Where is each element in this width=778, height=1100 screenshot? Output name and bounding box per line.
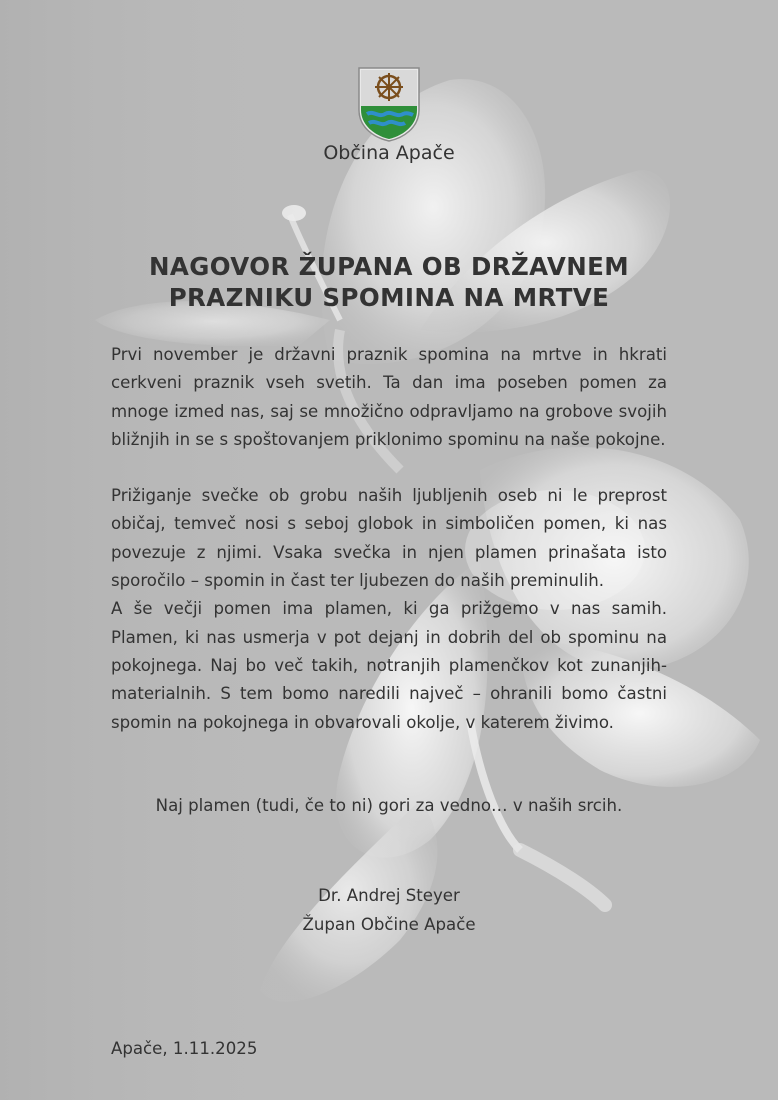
closing-line: Naj plamen (tudi, če to ni) gori za vedno… v naših srcih.: [155, 796, 623, 815]
page-title: [90, 251, 688, 313]
document-date: Apače, 1.11.2025: [111, 1039, 258, 1058]
paragraph: Prvi november je državni praznik spomina na mrtve in hkrati cerkveni praznik vseh svetih. Ta dan ima poseben pomen za mnoge izmed nas, saj se množično odpravljamo na grobove svojih bližnjih in se s spoštovanjem priklonimo spominu na naše pokojne.: [111, 345, 667, 449]
paragraph: Prižiganje svečke ob grobu naših ljubljenih oseb ni le preprost običaj, temveč nosi s seboj globok in simboličen pomen, ki nas povezuje z njimi. Vsaka svečka in njen plamen prinašata isto sporočilo – spomin in čast ter ljubezen do naših preminulih.: [111, 486, 667, 591]
signature-name: Dr. Andrej Steyer: [318, 886, 460, 905]
title-line-1: NAGOVOR ŽUPANA OB DRŽAVNEM: [148, 252, 630, 281]
signature: [0, 881, 778, 939]
paragraph: A še večji pomen ima plamen, ki ga prižgemo v nas samih. Plamen, ki nas usmerja v pot dejanj in dobrih del ob spominu na pokojnega. Naj bo več takih, notranjih plamenčkov kot zunanjih-materialnih. S tem bomo naredili največ – ohranili bomo častni spomin na pokojnega in obvarovali okolje, v katerem živimo.: [111, 599, 667, 732]
signature-role: Župan Občine Apače: [302, 915, 476, 934]
municipality-name: Občina Apače: [323, 142, 455, 164]
coat-of-arms-icon: [357, 66, 421, 142]
speech-body: [111, 341, 667, 737]
title-line-2: PRAZNIKU SPOMINA NA MRTVE: [168, 283, 610, 312]
